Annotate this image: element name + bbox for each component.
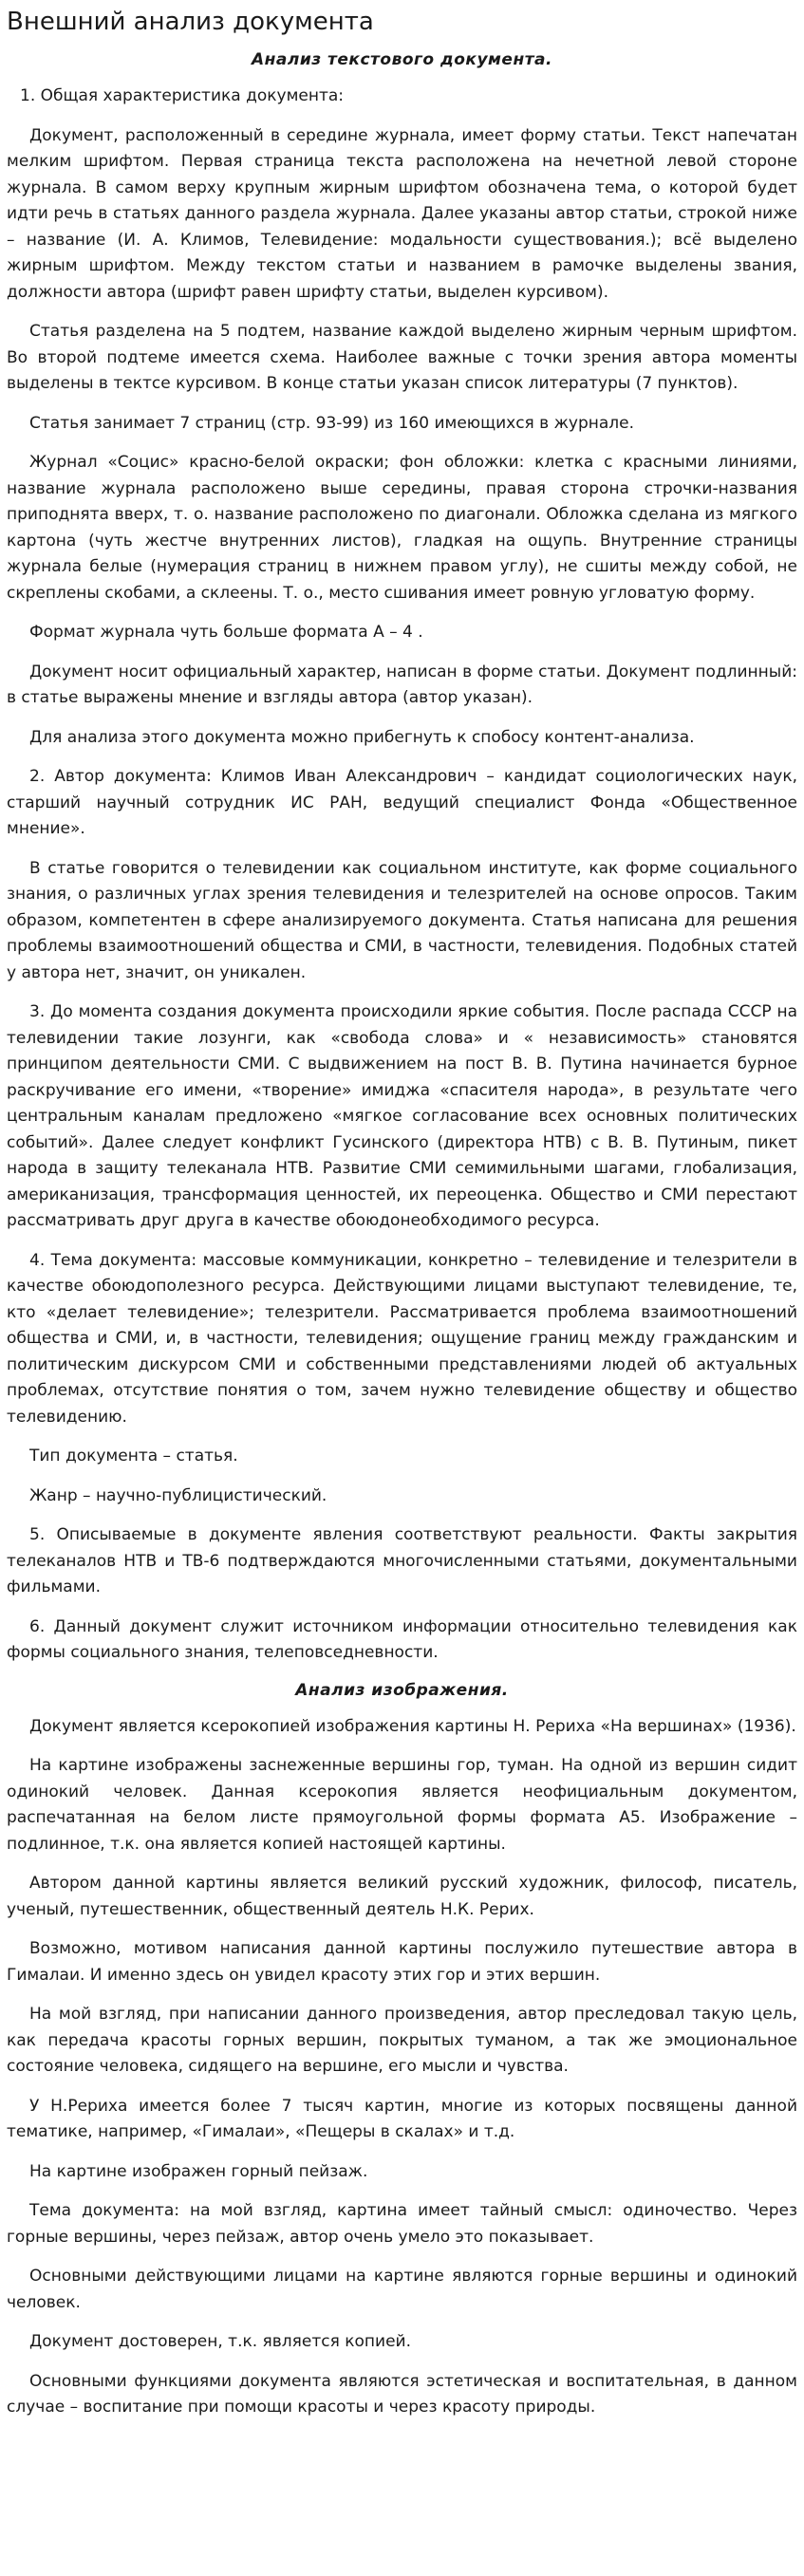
image-analysis-section — [7, 1680, 797, 2421]
paragraph: На картине изображены заснеженные вершины гор, туман. На одной из вершин сидит одинокий человек. Данная ксерокопия является неофициальным документом, распечатанная на белом листе прямоугольной формы формата А5. Изображение – подлинное, т.к. она является копией настоящей картины. — [7, 1756, 797, 1854]
page-title: Внешний анализ документа — [7, 8, 374, 36]
paragraph: Для анализа этого документа можно прибегнуть к спобосу контент-анализа. — [29, 727, 695, 747]
paragraph: Формат журнала чуть больше формата А – 4 . — [29, 623, 423, 642]
paragraph: 5. Описываемые в документе явления соответствуют реальности. Факты закрытия телеканалов НТВ и ТВ-6 подтверждаются многочисленными статьями, документальными фильмами. — [7, 1525, 797, 1596]
paragraph: 6. Данный документ служит источником информации относительно телевидения как формы социального знания, телеповседневности. — [7, 1616, 797, 1662]
paragraph: На картине изображен горный пейзаж. — [29, 2161, 368, 2181]
paragraph: На мой взгляд, при написании данного произведения, автор преследовал такую цель, как передача красоты горных вершин, покрытых туманом, а так же эмоциональное состояние человека, сидящего на вершине, его мысли и чувства. — [7, 2005, 797, 2076]
paragraph: 4. Тема документа: массовые коммуникации, конкретно – телевидение и телезрители в качестве обоюдополезного ресурса. Действующими лицами выступают телевидение, те, кто «делает телевидение»; телезрители. Рассматривается проблема взаимоотношений общества и СМИ, и, в частности, телевидения; ощущение границ между гражданским и политическим дискурсом СМИ и собственными представлениями людей об актуальных проблемах, отсутствие понятия о том, зачем нужно телевидение обществу и общество телевидению. — [7, 1250, 797, 1427]
paragraph: Документ достоверен, т.к. является копией. — [29, 2332, 411, 2351]
paragraph: Основными действующими лицами на картине являются горные вершины и одинокий человек. — [7, 2267, 797, 2312]
image-analysis-heading: Анализ изображения. — [295, 1680, 509, 1700]
paragraph: В статье говорится о телевидении как социальном институте, как форме социального знания, о различных углах зрения телевидения и телезрителей на основе опросов. Таким образом, компетентен в сфере анализируемого документа. Статья написана для решения проблемы взаимоотношений общества и СМИ, в частности, телевидения. Подобных статей у автора нет, значит, он уникален. — [7, 858, 797, 982]
paragraph: Тема документа: на мой взгляд, картина имеет тайный смысл: одиночество. Через горные вершины, через пейзаж, автор очень умело это показывает. — [7, 2201, 797, 2247]
paragraph: Журнал «Социс» красно-белой окраски; фон обложки: клетка с красными линиями, название журнала расположено выше середины, правая сторона строчки-названия приподнята вверх, т. о. название расположено по диагонали. Обложка сделана из мягкого картона (чуть жестче внутренних листов), гладкая на ощупь. Внутренние страницы журнала белые (нумерация страниц в нижнем правом углу), не сшиты между собой, не скреплены скобами, а склеены. Т. о., место сшивания имеет ровную угловатую форму. — [7, 453, 797, 603]
paragraph: Жанр – научно-публицистический. — [29, 1485, 327, 1505]
general-characteristics-heading: 1. Общая характеристика документа: — [20, 86, 345, 105]
paragraph: Тип документа – статья. — [29, 1447, 238, 1465]
text-analysis-section — [7, 49, 797, 1667]
text-analysis-heading: Анализ текстового документа. — [252, 50, 552, 69]
document-page — [7, 0, 797, 2435]
paragraph: У Н.Рериха имеется более 7 тысяч картин, многие из которых посвящены данной тематике, например, «Гималаи», «Пещеры в скалах» и т.д. — [7, 2096, 797, 2141]
paragraph: Документ носит официальный характер, написан в форме статьи. Документ подлинный: в статье выражены мнение и взгляды автора (автор указан). — [7, 662, 797, 707]
paragraph: Документ, расположенный в середине журнала, имеет форму статьи. Текст напечатан мелким шрифтом. Первая страница текста расположена на нечетной левой стороне журнала. В самом верху крупным жирным шрифтом обозначена тема, о которой будет идти речь в статьях данного раздела журнала. Далее указаны автор статьи, строкой ниже – название (И. А. Климов, Телевидение: модальности существования.); всё выделено жирным шрифтом. Между текстом статьи и названием в рамочке выделены звания, должности автора (шрифт равен шрифту статьи, выделен курсивом). — [7, 125, 797, 302]
paragraph: Возможно, мотивом написания данной картины послужило путешествие автора в Гималаи. И именно здесь он увидел красоту этих гор и этих вершин. — [7, 1939, 797, 1985]
paragraph: Статья разделена на 5 подтем, название каждой выделено жирным черным шрифтом. Во второй подтеме имеется схема. Наиболее важные с точки зрения автора моменты выделены в тектсе курсивом. В конце статьи указан список литературы (7 пунктов). — [7, 322, 797, 393]
paragraph: Статья занимает 7 страниц (стр. 93-99) из 160 имеющихся в журнале. — [29, 413, 635, 433]
paragraph: Основными функциями документа являются эстетическая и воспитательная, в данном случае – воспитание при помощи красоты и через красоту природы. — [7, 2371, 797, 2417]
paragraph: Документ является ксерокопией изображения картины Н. Рериха «На вершинах» (1936). — [29, 1716, 796, 1736]
paragraph: 3. До момента создания документа происходили яркие события. После распада СССР на телевидении такие лозунги, как «свобода слова» и « независимость» становятся принципом деятельности СМИ. С выдвижением на пост В. В. Путина начинается бурное раскручивание его имени, «творение» имиджа «спасителя народа», в результате чего центральным каналам предложено «мягкое согласование всех основных политических событий». Далее следует конфликт Гусинского (директора НТВ) с В. В. Путиным, пикет народа в защиту телеканала НТВ. Развитие СМИ семимильными шагами, глобализация, американизация, трансформация ценностей, их переоценка. Общество и СМИ перестают рассматривать друг друга в качестве обоюдонеобходимого ресурса. — [7, 1002, 797, 1230]
paragraph: 2. Автор документа: Климов Иван Александрович – кандидат социологических наук, старший научный сотрудник ИС РАН, ведущий специалист Фонда «Общественное мнение». — [7, 767, 797, 838]
paragraph: Автором данной картины является великий русский художник, философ, писатель, ученый, путешественник, общественный деятель Н.К. Рерих. — [7, 1874, 797, 1919]
